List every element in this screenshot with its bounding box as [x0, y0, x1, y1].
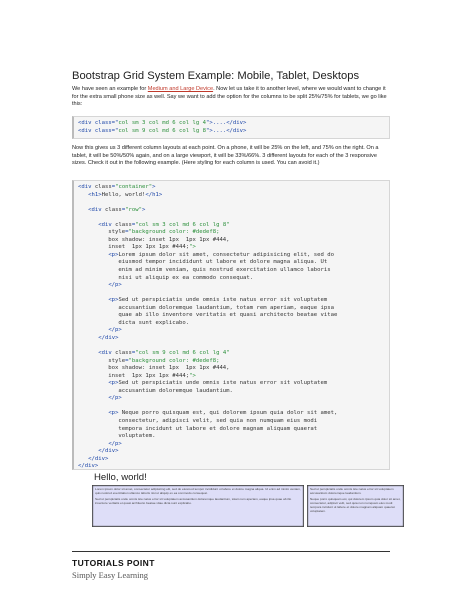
code-line: dicta sunt explicabo.	[78, 319, 190, 326]
rendered-example-output	[92, 472, 404, 527]
footer-brand: TUTORIALS POINT	[72, 558, 155, 568]
code-line: box shadow: inset 1px 1px 1px #444,	[78, 365, 230, 372]
code-line: <h1>Hello, world!</h1>	[88, 191, 163, 198]
code-line	[78, 342, 389, 350]
code-line: </div>	[98, 448, 119, 455]
explanation-paragraph: Now this gives us 3 different column layouts at each point. On a phone, it will be 25% on the left, and 75% on the right. On a tablet, it will be 50%/50% again, and on a large viewport, it will be 33%/66%. 3 different layouts for each of the 3 responsive sizes. Check it out in the following example. (Here styling for each column is used. You can avoid it.)	[72, 145, 379, 167]
code-line	[78, 199, 389, 207]
code-line: <p>Sed ut perspiciatis unde omnis iste natus error sit voluptatem	[108, 297, 328, 304]
example-column-left	[92, 485, 304, 527]
code-line: inset 1px 1px 1px #444;">	[78, 372, 196, 379]
code-line: inset 1px 1px 1px #444;">	[78, 244, 196, 251]
code-snippet-2-lines	[78, 184, 389, 471]
code-line	[78, 290, 389, 298]
footer-divider	[72, 551, 390, 552]
code-line: enim ad minim veniam, quis nostrud exercitation ullamco laboris	[78, 267, 331, 274]
code-line: </p>	[108, 440, 122, 447]
code-line: accusantium doloremque laudantium, totam rem aperiam, eaque ipsa	[78, 304, 334, 311]
code-line: style="background color: #dedef8;	[78, 357, 220, 364]
example-heading: Hello, world!	[94, 472, 147, 483]
code-line: <p> Neque porro quisquam est, qui dolorem ipsum quia dolor sit amet,	[108, 410, 338, 417]
code-line: eiusmod tempor incididunt ut labore et dolore magna aliqua. Ut	[78, 259, 328, 266]
page-title: Bootstrap Grid System Example: Mobile, Tablet, Desktops	[72, 70, 360, 82]
code-line: <div class="col sm 9 col md 6 col lg 8">....</div>	[78, 127, 247, 134]
code-line: </p>	[108, 282, 122, 289]
code-line: consectetur, adipisci velit, sed quia non numquam eius modi	[78, 417, 318, 424]
code-line	[78, 403, 389, 411]
code-line: <div class="col sm 3 col md 6 col lg 8"	[98, 221, 230, 228]
code-line: <div class="container">	[78, 184, 156, 190]
code-line: <div class="col sm 9 col md 6 col lg 4"	[98, 350, 230, 357]
code-line: <div class="col sm 3 col md 6 col lg 4">....</div>	[78, 120, 247, 126]
code-snippet-1	[72, 116, 390, 139]
code-line	[78, 214, 389, 222]
code-line: tempora incidunt ut labore et dolore magnam aliquam quaerat	[78, 425, 318, 432]
code-snippet-1-lines	[78, 120, 389, 135]
code-line: </div>	[78, 463, 99, 470]
example-column-right	[307, 485, 404, 527]
code-line: <p>Lorem ipsum dolor sit amet, consectetur adipisicing elit, sed do	[108, 251, 334, 258]
code-line: voluptatem.	[78, 433, 156, 440]
code-line: </div>	[88, 455, 109, 462]
example-right-paragraph-1: Sed ut perspiciatis unde omnis iste natus error sit voluptatem accusantium doloremque laudantium.	[310, 487, 394, 495]
code-line: </p>	[108, 327, 122, 334]
code-line: <p>Sed ut perspiciatis unde omnis iste natus error sit voluptatem	[108, 380, 328, 387]
medium-large-device-link[interactable]: Medium and Large Device	[147, 86, 214, 92]
example-row	[92, 485, 404, 527]
code-line: quae ab illo inventore veritatis et quasi architecto beatae vitae	[78, 312, 338, 319]
code-line: box shadow: inset 1px 1px 1px #444,	[78, 236, 230, 243]
code-line: style="background color: #dedef8;	[78, 229, 220, 236]
intro-text-before-link: We have seen an example for	[72, 86, 148, 92]
example-left-paragraph-1: Lorem ipsum dolor sit amet, consectetur adipisicing elit, sed do eiusmod tempor incididunt ut labore et dolore magna aliqua. Ut enim ad minim veniam, quis nostrud exercitation ullamco laboris nisi ut aliquip ex ea commodo consequat.	[95, 487, 301, 495]
intro-paragraph	[72, 86, 392, 109]
code-line: <div class="row">	[88, 206, 146, 213]
intro-text-after-link: . Now let us take it to another level, where we would want to change it for the extra small phone size as well. Say we want to add the option for the columns to be split 25%/75% for tablets, we go like this:	[72, 86, 387, 108]
code-line: </p>	[108, 395, 122, 402]
code-line: nisi ut aliquip ex ea commodo consequat.	[78, 274, 254, 281]
example-right-paragraph-2: Neque porro quisquam est, qui dolorem ipsum quia dolor sit amet, consectetur, adipisci velit, sed quia non numquam eius modi tempora incidunt ut labore et dolore magnam aliquam quaerat voluptatem.	[310, 497, 401, 513]
code-line: </div>	[98, 334, 119, 341]
code-line: accusantium doloremque laudantium.	[78, 387, 233, 394]
example-left-paragraph-2: Sed ut perspiciatis unde omnis iste natus error sit voluptatem accusantium doloremque laudantium, totam rem aperiam, eaque ipsa quae ab illo inventore veritatis et quasi architecto beatae vitae dicta sunt explicabo.	[95, 497, 292, 505]
footer-tagline: Simply Easy Learning	[72, 570, 149, 580]
code-snippet-2	[72, 180, 390, 470]
